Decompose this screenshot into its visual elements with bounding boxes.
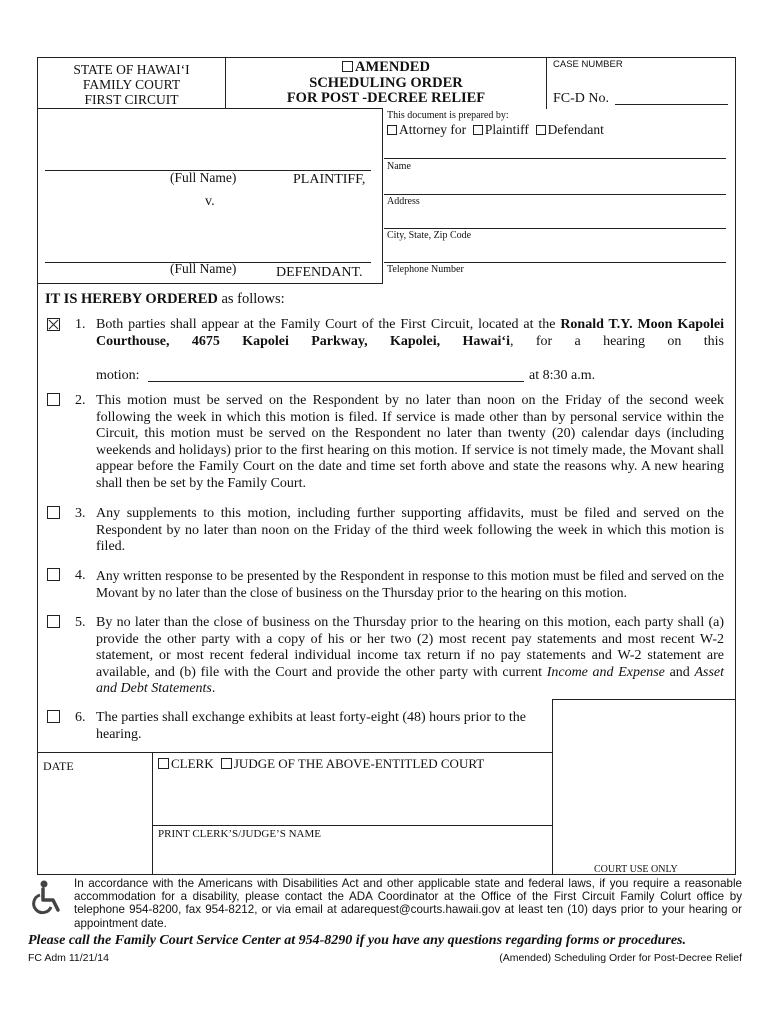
name-field[interactable] (384, 158, 726, 159)
signature-top-line (37, 752, 552, 753)
ada-notice: In accordance with the Americans with Disabilities Act and other applicable state and federal laws, if you require a reasonable accommodation for a disability, please contact the ADA Coordinator at the Office of the First Circuit Family Colurt office by telephone 954-8200, fax 954-8212, or via email at adarequest@courts.hawaii.gov at least ten (10) days prior to your hearing or appointment date. (74, 877, 742, 930)
plaintiff-option-label: Plaintiff (484, 122, 529, 137)
telephone-label: Telephone Number (387, 264, 464, 275)
court-line-circuit: FIRST CIRCUIT (84, 92, 179, 107)
form-id: FC Adm 11/21/14 (28, 952, 109, 964)
item5-number: 5. (75, 615, 86, 630)
case-number-label: CASE NUMBER (553, 59, 623, 70)
item5-italic2: Asset and Debt Statements (96, 664, 725, 697)
item1-motion-field[interactable] (148, 381, 524, 382)
judge-label: JUDGE OF THE ABOVE-ENTITLED COURT (233, 756, 485, 771)
versus-label: v. (205, 194, 215, 209)
wheelchair-icon (30, 880, 64, 916)
order-heading-bold: IT IS HEREBY ORDERED (45, 291, 218, 307)
defendant-full-name-label: (Full Name) (170, 261, 237, 276)
telephone-field[interactable] (384, 262, 726, 263)
defendant-label: DEFENDANT. (276, 265, 363, 280)
amended-label: AMENDED (355, 59, 430, 75)
item5-italic1: Income and Expense (546, 664, 665, 680)
item2-number: 2. (75, 393, 86, 408)
date-divider (152, 752, 153, 875)
title-line1: SCHEDULING ORDER (309, 74, 463, 91)
item4-text: Any written response to be presented by the Respondent in response to this motion must be filed and served on the Movant by no later than the close of business on the Thursday prior to the hearing on this motion. (96, 568, 724, 600)
item5-mid: and (664, 664, 695, 680)
court-use-left (552, 699, 553, 875)
item4-checkbox[interactable] (47, 568, 60, 581)
address-label: Address (387, 196, 420, 207)
item6-checkbox[interactable] (47, 710, 60, 723)
item1-text (96, 317, 724, 350)
form-title-footer: (Amended) Scheduling Order for Post-Decree Relief (499, 952, 742, 964)
item2-text: This motion must be served on the Respondent by no later than noon on the Friday of the second week following the week in which this motion is filed. If service is made other than by personal service within the Circuit, this motion must be served on the Respondent no later than twenty (20) calendar days (including weekends and holidays) prior to the first hearing on this motion. If service is not timely made, the Movant shall appear before the Family Court on the date and time set forth above and state the reasons why. A new hearing shall then be set by the Family Court. (96, 393, 724, 491)
item4-number: 4. (75, 568, 86, 583)
header-bottom-line (37, 108, 383, 109)
header-divider-right (546, 57, 547, 109)
court-name (40, 62, 223, 107)
document-title (228, 60, 544, 107)
plaintiff-label: PLAINTIFF, (293, 172, 366, 187)
case-number-field[interactable] (615, 104, 728, 105)
defendant-checkbox[interactable] (536, 125, 546, 135)
service-center-note: Please call the Family Court Service Center at 954-8290 if you have any questions regarding forms or procedures. (28, 933, 686, 948)
date-label: DATE (43, 759, 74, 773)
item5-checkbox[interactable] (47, 615, 60, 628)
caption-bottom-line (37, 283, 383, 284)
item5-body: By no later than the close of business on the Thursday prior to the hearing on this motion, each party shall (a) provide the other party with a copy of his or her two (2) most recent pay statements and most recent W-2 statement, or most recent federal individual income tax return if no pay statements and W-2 statement are available, and (b) file with the Court and provide the other party with current (96, 615, 724, 680)
address-field[interactable] (384, 194, 726, 195)
item1-number: 1. (75, 317, 86, 332)
item1-pre: Both parties shall appear at the Family Court of the First Circuit, located at the (96, 317, 561, 332)
case-prefix: FC-D No. (553, 91, 610, 106)
amended-checkbox[interactable] (342, 61, 353, 72)
court-line-state: STATE OF HAWAI‘I (73, 62, 190, 77)
title-line2: FOR POST -DECREE RELIEF (286, 90, 486, 106)
signature-line[interactable] (152, 825, 552, 826)
item2-checkbox[interactable] (47, 393, 60, 406)
plaintiff-full-name-label: (Full Name) (170, 170, 237, 185)
judge-checkbox[interactable] (221, 758, 232, 769)
print-name-label: PRINT CLERK’S/JUDGE’S NAME (158, 828, 321, 840)
item5-text (96, 615, 724, 698)
item5-end: . (211, 681, 216, 697)
clerk-checkbox[interactable] (158, 758, 169, 769)
name-label: Name (387, 161, 411, 172)
item1-checkbox[interactable] (47, 318, 60, 331)
item6-number: 6. (75, 710, 86, 725)
prepared-by-options (387, 122, 604, 138)
item3-checkbox[interactable] (47, 506, 60, 519)
clerk-label: CLERK (171, 756, 214, 771)
defendant-option-label: Defendant (547, 122, 604, 137)
city-field[interactable] (384, 228, 726, 229)
item1-location: Ronald T.Y. Moon Kapolei Courthouse, 4675 Kapolei Parkway, Kapolei, Hawai‘i (96, 317, 724, 349)
item1-post: , for a hearing on this (509, 333, 724, 349)
item3-text: Any supplements to this motion, including further supporting affidavits, must be filed and served on the Respondent by no later than noon on the Friday of the third week following the week in which this motion is filed. (96, 506, 724, 555)
header-divider-left (225, 57, 226, 109)
item3-number: 3. (75, 506, 86, 521)
order-heading-rest: as follows: (217, 291, 285, 307)
court-use-top (552, 699, 736, 700)
court-use-label: COURT USE ONLY (594, 864, 678, 875)
order-heading (45, 291, 285, 308)
city-label: City, State, Zip Code (387, 230, 472, 241)
prepared-by-label: This document is prepared by: (387, 110, 509, 121)
item1-motion-label: motion: (96, 368, 140, 383)
court-line-family: FAMILY COURT (82, 77, 181, 92)
attorney-label: Attorney for (399, 122, 467, 137)
item1-time: at 8:30 a.m. (529, 368, 596, 383)
item6-text: The parties shall exchange exhibits at least forty-eight (48) hours prior to the hearing. (96, 710, 526, 742)
attorney-checkbox[interactable] (387, 125, 397, 135)
signer-options (158, 756, 484, 772)
plaintiff-checkbox[interactable] (473, 125, 483, 135)
caption-divider (382, 108, 383, 283)
